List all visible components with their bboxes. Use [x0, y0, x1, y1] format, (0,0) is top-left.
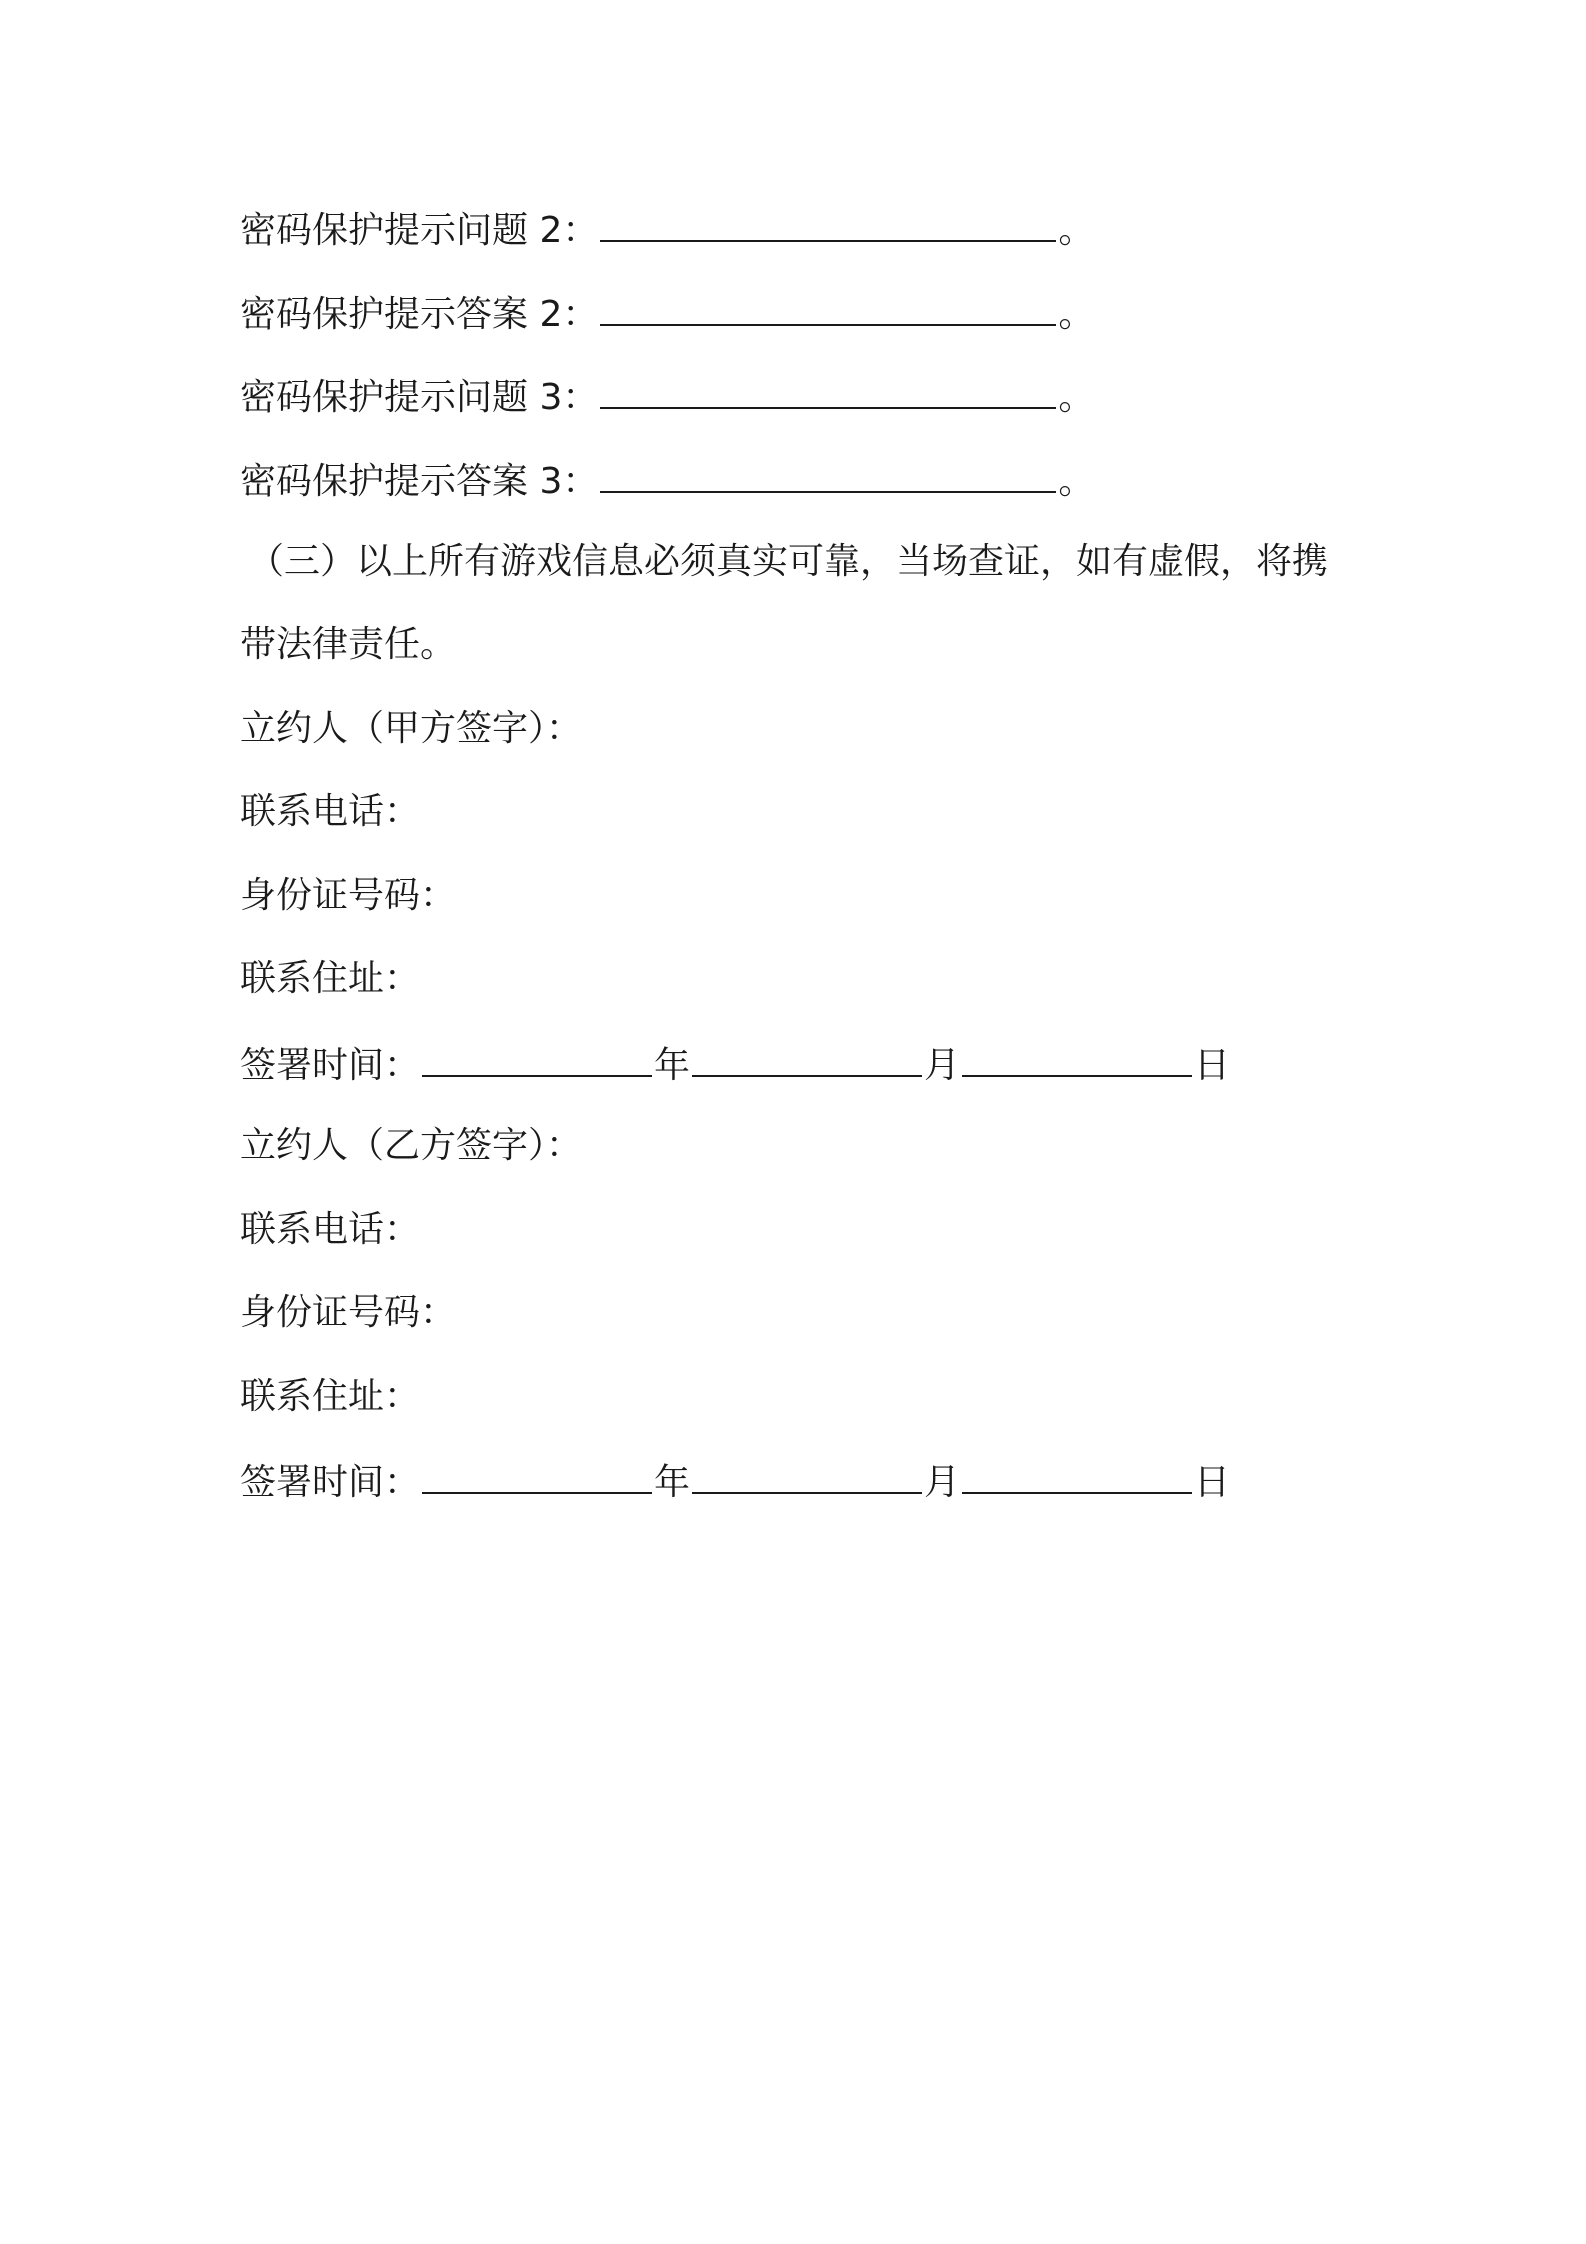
party-a-date-label: 签署时间：	[240, 1045, 421, 1086]
party-a-address: 联系住址：	[240, 958, 421, 999]
party-b-day-label: 日	[1194, 1462, 1231, 1503]
security-question-2-line	[240, 206, 1094, 253]
party-b-year-blank[interactable]	[422, 1458, 652, 1494]
party-b-year-label: 年	[654, 1462, 691, 1503]
party-b-id-number: 身份证号码：	[240, 1292, 457, 1333]
party-b-month-label: 月	[924, 1462, 961, 1503]
party-a-day-label: 日	[1194, 1045, 1231, 1086]
security-question-2-blank[interactable]	[600, 206, 1056, 242]
security-question-3-label: 密码保护提示问题 3：	[240, 377, 599, 418]
clause-three-line-1: （三）以上所有游戏信息必须真实可靠，当场查证，如有虚假，将携	[248, 541, 1329, 582]
party-a-signer: 立约人（甲方签字）：	[240, 708, 583, 749]
party-a-day-blank[interactable]	[962, 1041, 1192, 1077]
party-a-phone: 联系电话：	[240, 791, 421, 832]
security-answer-3-end: 。	[1058, 461, 1095, 502]
party-b-date-line	[240, 1458, 1230, 1505]
party-b-date-label: 签署时间：	[240, 1462, 421, 1503]
party-b-day-blank[interactable]	[962, 1458, 1192, 1494]
security-question-3-blank[interactable]	[600, 373, 1056, 409]
security-question-3-line	[240, 373, 1094, 420]
security-answer-3-line	[240, 457, 1094, 504]
party-a-date-line	[240, 1041, 1230, 1088]
party-b-signer: 立约人（乙方签字）：	[240, 1125, 583, 1166]
clause-three-line-2: 带法律责任。	[240, 624, 457, 665]
security-answer-3-label: 密码保护提示答案 3：	[240, 461, 599, 502]
security-question-2-end: 。	[1058, 210, 1095, 251]
security-answer-2-label: 密码保护提示答案 2：	[240, 294, 599, 335]
security-answer-2-blank[interactable]	[600, 290, 1056, 326]
party-b-phone: 联系电话：	[240, 1209, 421, 1250]
party-a-year-blank[interactable]	[422, 1041, 652, 1077]
party-a-id-number: 身份证号码：	[240, 875, 457, 916]
party-b-address: 联系住址：	[240, 1376, 421, 1417]
party-a-month-label: 月	[924, 1045, 961, 1086]
party-b-month-blank[interactable]	[692, 1458, 922, 1494]
security-answer-2-line	[240, 290, 1094, 337]
security-answer-2-end: 。	[1058, 294, 1095, 335]
party-a-month-blank[interactable]	[692, 1041, 922, 1077]
security-question-3-end: 。	[1058, 377, 1095, 418]
security-question-2-label: 密码保护提示问题 2：	[240, 210, 599, 251]
party-a-year-label: 年	[654, 1045, 691, 1086]
security-answer-3-blank[interactable]	[600, 457, 1056, 493]
